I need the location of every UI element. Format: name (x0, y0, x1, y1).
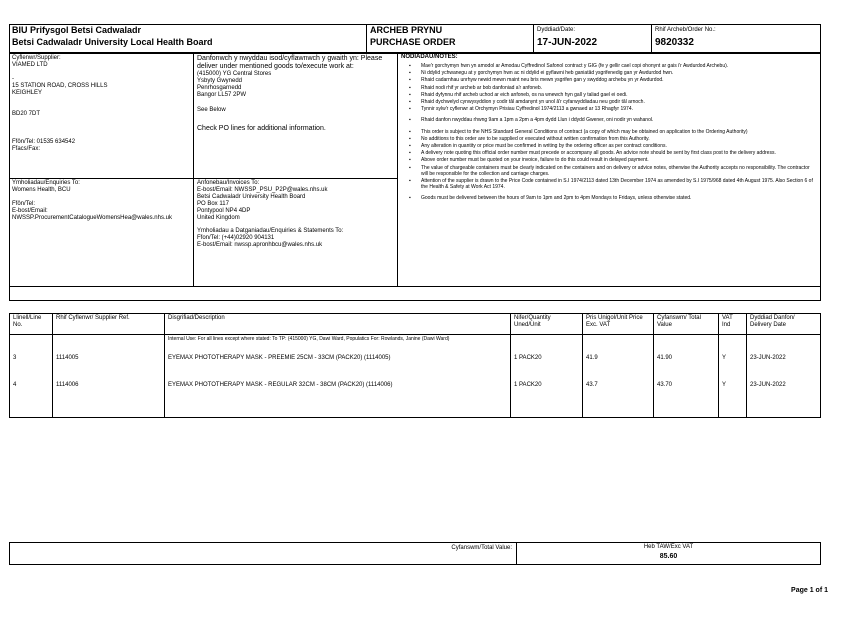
statements-label: Ymholiadau a Datganiadau/Enquiries & Statements To: (197, 228, 344, 234)
note-welsh-7: ▪ Tynnir sylw'r cyflenwr at Orchymyn Prisiau Cyffredinol 1974/2113 a gwnaed ar 13 Rhagfyr 1974. (421, 106, 817, 112)
row-total: 41.90 (657, 355, 673, 361)
invoices-line1: Betsi Cadwaladr University Health Board (197, 194, 306, 200)
enquiries-phone: Ffôn/Tel: (12, 201, 36, 207)
total-value-label: Cyfanswm/Total Value: (451, 545, 512, 551)
note-english-2: ▪ No additions to this order are to be supplied or executed without written confirmation from this Authority. (421, 136, 817, 142)
note-english-1: ▪ This order is subject to the NHS Standard General Conditions of contract (a copy of which may be obtained on application to the Ordering Authority) (421, 129, 817, 135)
note-english-3: ▪ Any alteration in quantity or price must be confirmed in writing by the ordering officer as per contract conditions. (421, 143, 817, 149)
delivery-line2: Ysbyty Gwynedd (197, 78, 243, 84)
order-no-value: 9820332 (655, 37, 694, 48)
header-line-no: Llinell/Line No. (13, 315, 42, 328)
row-supplier-ref: 1114006 (56, 382, 79, 388)
supplier-postcode: BD20 7DT (12, 111, 41, 117)
total-vat-label: Heb TAW/Exc VAT (643, 544, 694, 550)
row-line-no: 4 (13, 382, 17, 388)
delivery-block (197, 55, 395, 133)
supplier-name: VIAMED LTD (12, 62, 48, 68)
supplier-address1: 15 STATION ROAD, CROSS HILLS (12, 83, 108, 89)
date-value: 17-JUN-2022 (537, 37, 598, 48)
order-no-label: Rhif Archeb/Order No.: (655, 27, 716, 33)
delivery-line3: Penrhosgarnedd (197, 85, 242, 91)
note-welsh-4: ▪ Rhaid nodi rhif yr archeb ar bob danfoniad a'r anfoneb. (421, 85, 817, 91)
enquiries-dept: Womens Health, BCU (12, 187, 71, 193)
invoices-block (197, 180, 395, 249)
invoices-email[interactable]: E-bost/Email: NWSSP_PSU_P2P@wales.nhs.uk (197, 187, 328, 193)
delivery-line1: (415000) YG Central Stores (197, 71, 272, 77)
row-vat: Y (722, 382, 727, 388)
enquiries-block (12, 180, 190, 222)
row-supplier-ref: 1114005 (56, 355, 79, 361)
total-value: 85.60 (659, 553, 678, 560)
org-name-welsh: BIU Prifysgol Betsi Cadwaladr (12, 25, 142, 35)
note-english-5: ▪ Above order number must be quoted on your invoice, failure to do this could result in delayed payment. (421, 157, 817, 163)
row-total: 43.70 (657, 382, 673, 388)
statements-email[interactable]: E-bost/Email: nwssp.apronhbcu@wales.nhs.uk (197, 242, 323, 248)
row-delivery-date: 23-JUN-2022 (750, 382, 786, 388)
header-delivery-date: Dyddiad Danfon/ Delivery Date (750, 315, 795, 328)
row-description: EYEMAX PHOTOTHERAPY MASK - REGULAR 32CM - 38CM (PACK20) (1114006) (168, 382, 393, 388)
delivery-check-po: Check PO lines for additional information. (197, 125, 326, 132)
note-welsh-2: ▪ Ni ddylid ychwanegu at y gorchymyn hwn ac ni ddylid ei gyflawni heb ganiatâd ysgrifenedig gan yr Awdurdod hwn. (421, 70, 817, 76)
supplier-block (12, 55, 190, 153)
row-unit-price: 43.7 (586, 382, 598, 388)
note-english-6: ▪ The value of chargeable containers must be clearly indicated on the containers and on delivery or advice notes, otherwise the Authority accepts no responsibility. The contractor will be responsible for the collection and carriage charges. (421, 165, 817, 177)
delivery-see-below: See Below (197, 107, 226, 113)
supplier-phone: Ffôn/Tel: 01535 634542 (12, 139, 76, 145)
header-unit-price: Pris Unigol/Unit Price Exc. VAT (586, 315, 643, 328)
enquiries-email-value[interactable]: NWSSP.ProcurementCatalogueWomensHea@wales.nhs.uk (12, 215, 172, 221)
note-english-delivery: ▪ Goods must be delivered between the hours of 9am to 1pm and 2pm to 4pm Mondays to Fridays, unless otherwise stated. (421, 195, 817, 201)
enquiries-label: Ymholiadau/Enquiries To: (12, 180, 80, 186)
row-quantity: 1 PACK20 (514, 382, 542, 388)
invoices-line2: PO Box 117 (197, 201, 229, 207)
row-description: EYEMAX PHOTOTHERAPY MASK - PREEMIE 25CM - 33CM (PACK20) (1114005) (168, 355, 391, 361)
note-welsh-5: ▪ Rhaid dyfynnu rhif archeb uchod ar eich anfoneb, os na wnewch hyn gall y taliad gael ei oedi. (421, 92, 817, 98)
header-quantity-unit: Nifer/Quantity Uned/Unit (514, 315, 551, 328)
row-delivery-date: 23-JUN-2022 (750, 355, 786, 361)
header-vat-ind: VAT Ind (722, 315, 733, 328)
supplier-label: Cyflenwr/Supplier: (12, 55, 61, 61)
row-unit-price: 41.9 (586, 355, 598, 361)
note-welsh-3: ▪ Rhaid cadarnhau unrhyw newid mewn maint neu bris mewn ysgrifen gan y swyddog archebu yn yr Awdurdod. (421, 77, 817, 83)
header-description: Disgrifiad/Description (168, 315, 225, 321)
row-quantity: 1 PACK20 (514, 355, 542, 361)
page-number: Page 1 of 1 (791, 587, 828, 594)
enquiries-email-label: E-bost/Email: (12, 208, 48, 214)
supplier-dash: - (12, 76, 14, 82)
note-welsh-delivery: ▪ Rhaid danfon nwyddau rhwng 9am a 1pm a 2pm a 4pm dydd Llun i ddydd Gwener, oni nodir yn wahanol. (421, 117, 817, 123)
note-english-7: ▪ Attention of the supplier is drawn to the Price Code contained in S.I 1974/2113 dated 13th December 1974 as amended by S.I 1975/968 dated 4th August 1975. Also Section 6 of the Health & Safety at Work Act 1974. (421, 178, 817, 190)
header-supplier-ref: Rhif Cyflenwr/ Supplier Ref. (56, 315, 130, 321)
internal-use-note: Internal Use: For all lines except where stated: To TP: (415000) YG, Dawi Ward, Populatics For: Rowlands, Janine (Dawi Ward) (168, 336, 450, 342)
doc-title-welsh: ARCHEB PRYNU (370, 25, 443, 35)
delivery-label: Danfonwch y nwyddau isod/cyflawnwch y gwaith yn: Please deliver under mentioned goods to/execute work at: (197, 55, 383, 70)
date-label: Dyddiad/Date: (537, 27, 576, 33)
supplier-fax: Ffacs/Fax: (12, 146, 41, 152)
supplier-address2: KEIGHLEY (12, 90, 43, 96)
invoices-line4: United Kingdom (197, 215, 240, 221)
invoices-line3: Pontypool NP4 4DP (197, 208, 251, 214)
doc-title-english: PURCHASE ORDER (370, 37, 456, 47)
note-english-4: ▪ A delivery note quoting this official order number must precede or accompany all goods. An advice note should be sent by first class post to the delivery address. (421, 150, 817, 156)
row-line-no: 3 (13, 355, 17, 361)
notes-block (401, 54, 817, 203)
org-name-english: Betsi Cadwaladr University Local Health Board (12, 37, 213, 47)
invoices-label: Anfonebau/Invoices To: (197, 180, 260, 186)
note-welsh-6: ▪ Rhaid dychwelyd cynwysyddion y codir tâl amdanynt yn unol â'r cyfarwyddiadau neu godir tâl arnoch. (421, 99, 817, 105)
delivery-line4: Bangor LL57 2PW (197, 92, 247, 98)
statements-phone: Ffon/Tel: (+44)02920 904131 (197, 235, 275, 241)
row-vat: Y (722, 355, 727, 361)
note-welsh-1: ▪ Mae'r gorchymyn hwn yn amodol ar Amodau Cyffredinol Safonol contract y GIG (fe y gellir cael copi ohonynt ar gais i'r Awdurdod Archebu). (421, 63, 817, 69)
header-total-value: Cyfanswm/ Total Value (657, 315, 701, 328)
notes-label: NODIADAU/NOTES: (401, 54, 458, 60)
